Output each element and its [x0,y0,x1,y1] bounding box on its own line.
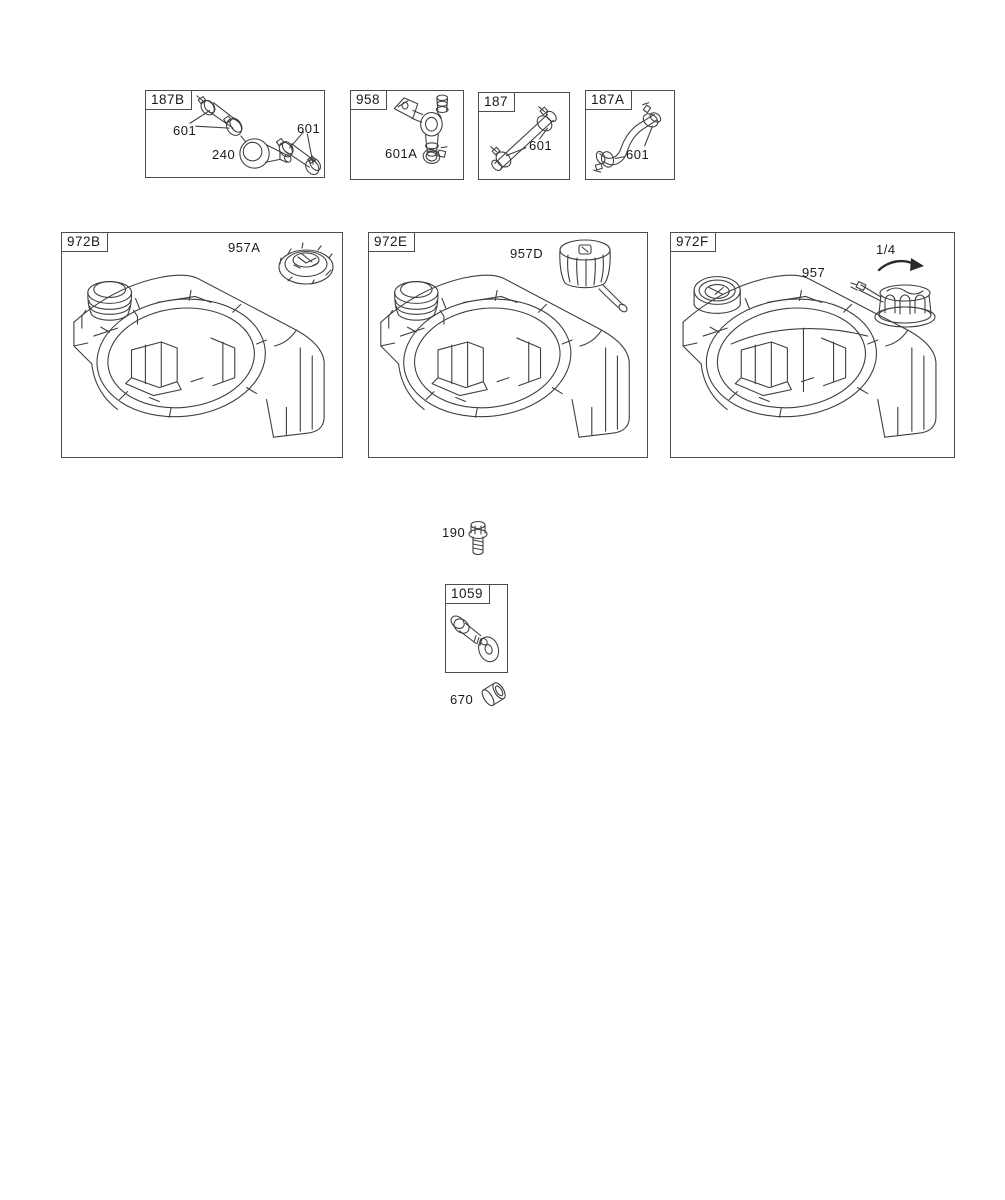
panel-958 [350,90,464,180]
callout-670: 670 [450,692,474,707]
callout-601A: 601A [385,146,418,161]
panel-972B [61,232,343,458]
panel-972F [670,232,955,458]
callout-190: 190 [442,525,466,540]
callout-601-left: 601 [173,123,197,138]
callout-601: 601 [626,147,650,162]
panel-972E [368,232,648,458]
panel-tag-972B: 972B [61,232,108,252]
callout-957: 957 [802,265,826,280]
fuel-cap-957-drawing [849,271,949,333]
callout-quarter-turn: 1/4 [876,242,896,257]
panel-tag-958: 958 [350,90,387,110]
callout-601-right: 601 [297,121,321,136]
callout-957A: 957A [228,240,261,255]
panel-tag-972F: 972F [670,232,716,252]
fuel-cap-957A-drawing [274,237,338,293]
bolt-190-drawing [466,518,492,562]
panel-tag-187A: 187A [585,90,632,110]
panel-tag-187B: 187B [145,90,192,110]
fuel-cap-957D-drawing [549,235,635,317]
panel-tag-187: 187 [478,92,515,112]
callout-957D: 957D [510,246,544,261]
callout-240: 240 [212,147,236,162]
panel-187 [478,92,570,180]
panel-tag-1059: 1059 [445,584,490,604]
panel-187A [585,90,675,180]
panel-1059 [445,584,508,673]
quarter-turn-arrow-icon [876,256,926,276]
callout-601: 601 [529,138,553,153]
panel-187B [145,90,325,178]
spacer-670-drawing [477,677,511,711]
panel-tag-972E: 972E [368,232,415,252]
